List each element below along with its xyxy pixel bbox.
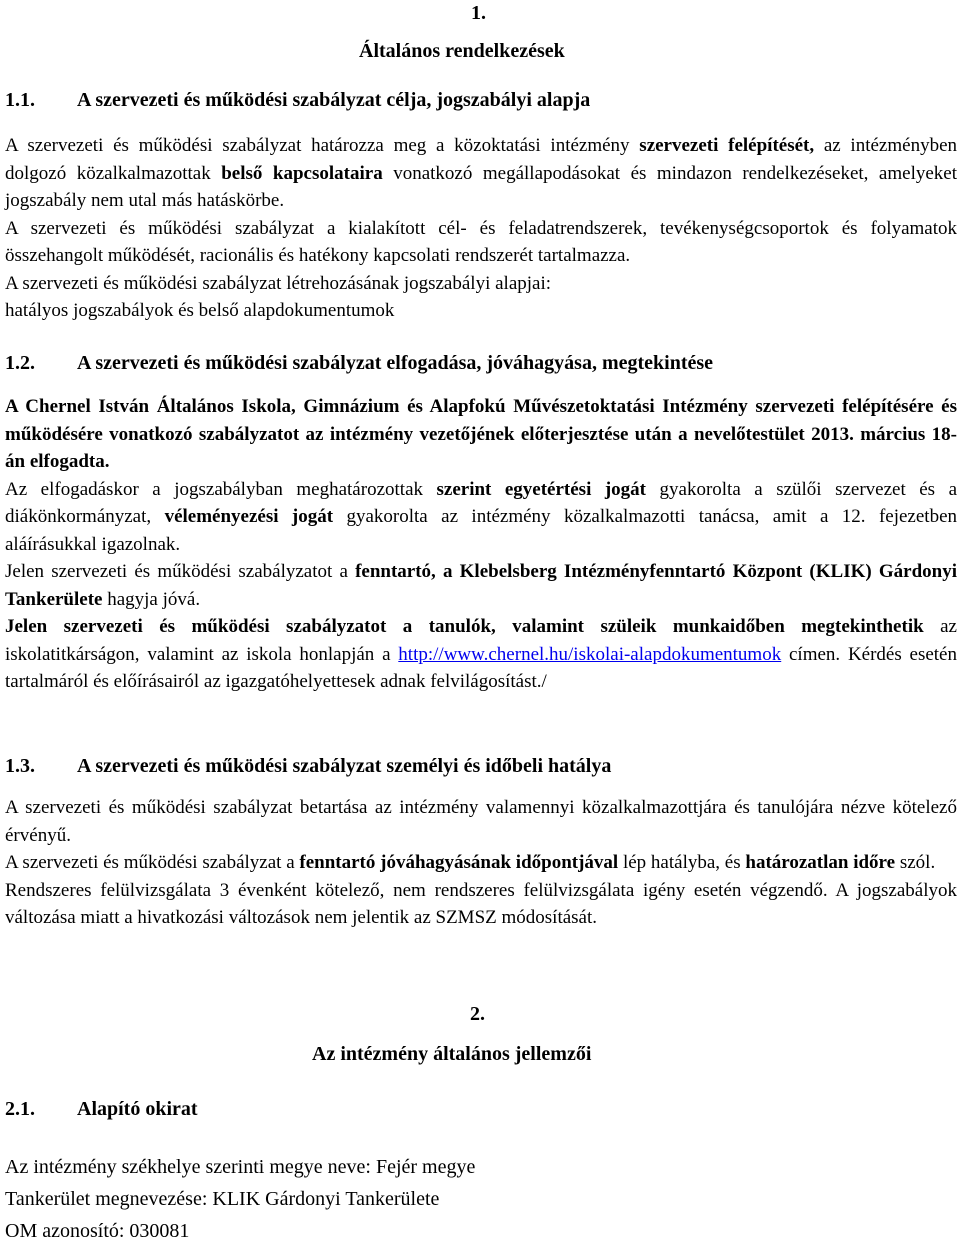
s12-paragraph-3: Jelen szervezeti és működési szabályzatot a fenntartó, a Klebelsberg Intézményfenntartó Központ (KLIK) Gárdonyi Tankerülete hagyja jóvá. bbox=[5, 561, 957, 610]
section-2-1-number: 2.1. bbox=[5, 1098, 35, 1120]
s11-paragraph-2: A szervezeti és működési szabályzat a kialakított cél- és feladatrendszerek, tevékenységcsoportok és folyamatok összehangolt működését, racionális és hatékony kapcsolati rendszerét tartalmazza. bbox=[5, 217, 957, 266]
section-1-2-number: 1.2. bbox=[5, 352, 35, 374]
section-1-3-number: 1.3. bbox=[5, 755, 35, 777]
section-1-2-body bbox=[5, 393, 957, 696]
s12-paragraph-2: Az elfogadáskor a jogszabályban meghatározottak szerint egyetértési jogát gyakorolta a szülői szervezet és a diákönkormányzat, véleményezési jogát gyakorolta az intézmény közalkalmazotti tanácsa, amit a 12. fejezetben aláírásukkal igazolnak. bbox=[5, 478, 957, 555]
section-1-3-body bbox=[5, 794, 957, 932]
section-1-3-heading bbox=[5, 755, 611, 778]
s11-paragraph-1: A szervezeti és működési szabályzat határozza meg a közoktatási intézmény szervezeti felépítését, az intézményben dolgozó közalkalmazottak belső kapcsolataira vonatkozó megállapodásokat és mindazon rendelkezéseket, amelyeket jogszabály nem utal más hatáskörbe. bbox=[5, 135, 957, 211]
founding-info bbox=[5, 1151, 475, 1247]
section-2-1-title: Alapító okirat bbox=[77, 1098, 198, 1120]
s12-paragraph-4: Jelen szervezeti és működési szabályzatot a tanulók, valamint szüleik munkaidőben megtekinthetik az iskolatitkárságon, valamint az iskola honlapján a http://www.chernel.hu/iskolai-alapdokumentumok címen. Kérdés esetén tartalmáról és előírásairól az igazgatóhelyettesek adnak felvilágosítást./ bbox=[5, 616, 957, 692]
info-line-om-id: OM azonosító: 030081 bbox=[5, 1220, 190, 1242]
chapter-1-title: Általános rendelkezések bbox=[359, 40, 565, 62]
chapter-2-number: 2. bbox=[470, 1003, 485, 1025]
s13-paragraph-1: A szervezeti és működési szabályzat betartása az intézmény valamennyi közalkalmazottjára és tanulójára nézve kötelező érvényű. bbox=[5, 797, 957, 846]
section-1-1-body bbox=[5, 132, 957, 325]
section-1-2-heading bbox=[5, 352, 713, 375]
alapdokumentumok-link[interactable]: http://www.chernel.hu/iskolai-alapdokumentumok bbox=[398, 643, 782, 665]
section-1-1-title: A szervezeti és működési szabályzat célja, jogszabályi alapja bbox=[77, 89, 591, 111]
info-line-county: Az intézmény székhelye szerinti megye neve: Fejér megye bbox=[5, 1156, 476, 1178]
s11-paragraph-3: A szervezeti és működési szabályzat létrehozásának jogszabályi alapjai: bbox=[5, 272, 552, 294]
chapter-2-title: Az intézmény általános jellemzői bbox=[312, 1043, 592, 1065]
section-1-1-heading bbox=[5, 89, 590, 112]
section-2-1-heading bbox=[5, 1098, 198, 1121]
section-1-1-number: 1.1. bbox=[5, 89, 35, 111]
section-1-3-title: A szervezeti és működési szabályzat személyi és időbeli hatálya bbox=[77, 755, 612, 777]
s12-paragraph-1: A Chernel István Általános Iskola, Gimnázium és Alapfokú Művészetoktatási Intézmény szervezeti felépítésére és működésére vonatkozó szabályzatot az intézmény vezetőjének előterjesztése után a nevelőtestület 2013. március 18-án elfogadta. bbox=[5, 396, 957, 472]
section-1-2-title: A szervezeti és működési szabályzat elfogadása, jóváhagyása, megtekintése bbox=[77, 352, 714, 374]
info-line-district: Tankerület megnevezése: KLIK Gárdonyi Tankerülete bbox=[5, 1188, 440, 1210]
chapter-1-number: 1. bbox=[471, 2, 486, 24]
s13-paragraph-3: Rendszeres felülvizsgálata 3 évenként kötelező, nem rendszeres felülvizsgálata igény esetén végzendő. A jogszabályok változása miatt a hivatkozási változások nem jelentik az SZMSZ módosítását. bbox=[5, 879, 957, 928]
s11-paragraph-4: hatályos jogszabályok és belső alapdokumentumok bbox=[5, 300, 395, 321]
s13-paragraph-2: A szervezeti és működési szabályzat a fenntartó jóváhagyásának időpontjával lép hatályba, és határozatlan időre szól. bbox=[5, 852, 936, 873]
